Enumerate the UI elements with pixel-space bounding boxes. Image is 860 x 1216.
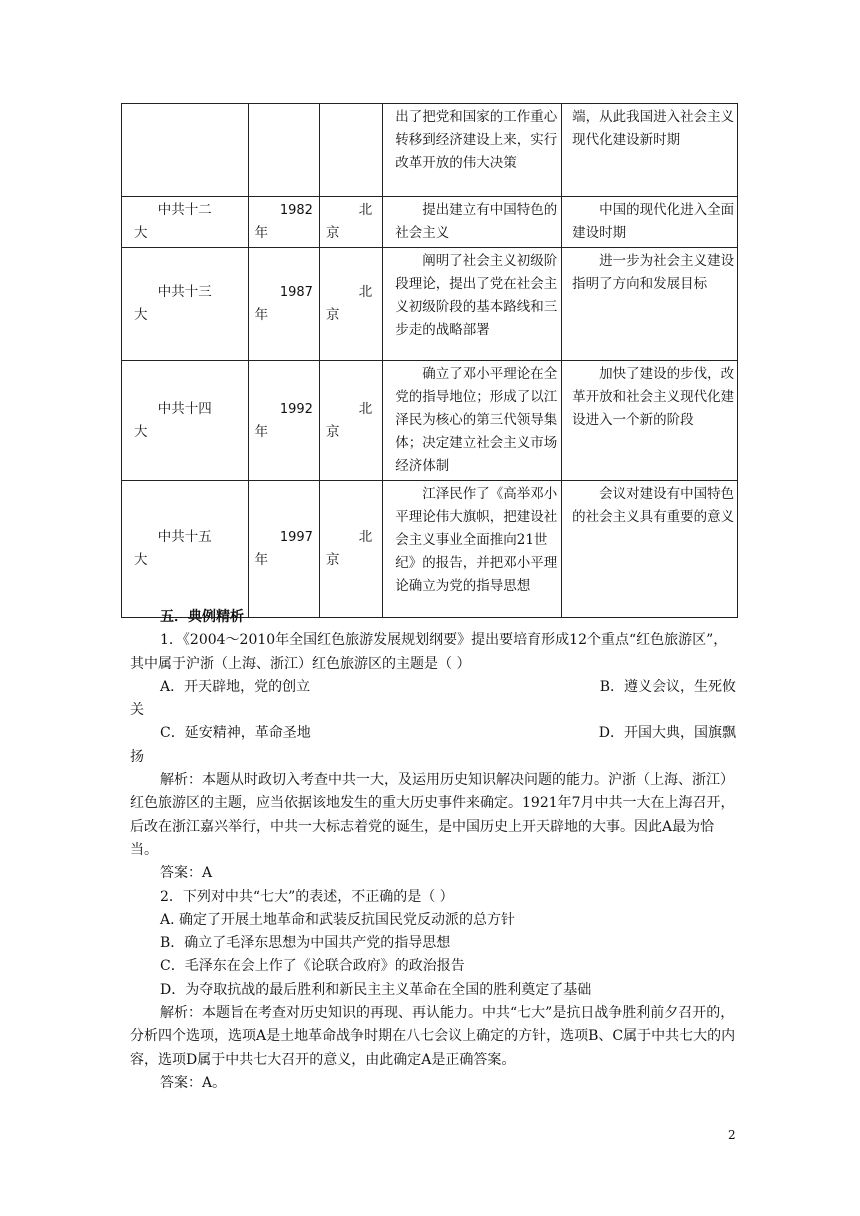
body-text (130, 606, 736, 1095)
content-cell: 出了把党和国家的工作重心转移到经济建设上来，实行改革开放的伟大决策 (383, 104, 562, 197)
congress-name-cell (122, 104, 249, 197)
option-c: C．毛泽东在会上作了《论联合政府》的政治报告 (160, 958, 465, 975)
section-title: 五．典例精析 (160, 609, 244, 625)
place-cell: 北 京 (319, 197, 382, 248)
question-2-stem: 2．下列对中共“七大”的表述，不正确的是（ ） (160, 888, 454, 905)
congress-name-cell: 中共十二 大 (122, 197, 249, 248)
option-d: D．开国大典，国旗飘 (598, 725, 736, 742)
option-b: B．确立了毛泽东思想为中国共产党的指导思想 (160, 935, 451, 952)
option-b: B．遵义会议，生死攸 (599, 678, 736, 695)
option-b-wrap: 关 (130, 702, 144, 719)
meaning-cell: 进一步为社会主义建设指明了方向和发展目标 (562, 248, 738, 361)
year-cell: 1982 年 (248, 197, 319, 248)
year-cell: 1987 年 (248, 248, 319, 361)
meaning-cell: 加快了建设的步伐，改革开放和社会主义现代化建设进入一个新的阶段 (562, 361, 738, 481)
meaning-cell: 会议对建设有中国特色的社会主义具有重要的意义 (562, 481, 738, 618)
option-c: C．延安精神，革命圣地 (160, 725, 311, 742)
question-2-answer: 答案：A。 (160, 1074, 227, 1091)
table-row (122, 481, 738, 618)
question-2-analysis: 解析：本题旨在考查对历史知识的再现、再认能力。中共“七大”是抗日战争胜利前夕召开的，分析四个选项，选项A是土地革命战争时期在八七会议上确定的方针，选项B、C属于中共七大的内容，选项D属于中共七大召开的意义，由此确定A是正确答案。 (130, 1005, 736, 1068)
place-cell: 北 京 (319, 481, 382, 618)
place-cell: 北 京 (319, 361, 382, 481)
question-1-answer: 答案：A (160, 865, 213, 882)
table-row (122, 248, 738, 361)
congress-name-cell: 中共十四 大 (122, 361, 249, 481)
question-1-analysis: 解析：本题从时政切入考查中共一大，及运用历史知识解决问题的能力。沪浙（上海、浙江）红色旅游区的主题，应当依据该地发生的重大历史事件来确定。1921年7月中共一大在上海召开，后改在浙江嘉兴举行，中共一大标志着党的诞生，是中国历史上开天辟地的大事。因此A最为恰当。 (130, 772, 735, 858)
party-congress-table (121, 103, 738, 618)
question-1-options-ab (130, 676, 736, 699)
option-d: D．为夺取抗战的最后胜利和新民主主义革命在全国的胜利奠定了基础 (160, 981, 592, 998)
content-cell: 江泽民作了《高举邓小平理论伟大旗帜，把建设社会主义事业全面推向21世纪》的报告，并把邓小平理论确立为党的指导思想 (383, 481, 562, 618)
congress-name-cell: 中共十三 大 (122, 248, 249, 361)
content-cell: 阐明了社会主义初级阶段理论，提出了党在社会主义初级阶段的基本路线和三步走的战略部署 (383, 248, 562, 361)
place-cell (319, 104, 382, 197)
congress-name-cell: 中共十五 大 (122, 481, 249, 618)
table-row (122, 104, 738, 197)
question-1-options-cd (130, 722, 736, 745)
question-1-stem: 1．《2004～2010年全国红色旅游发展规划纲要》提出要培育形成12个重点“红色旅游区”，其中属于沪浙（上海、浙江）红色旅游区的主题是（ ） (130, 632, 728, 672)
meaning-cell: 端，从此我国进入社会主义现代化建设新时期 (562, 104, 738, 197)
content-cell: 确立了邓小平理论在全党的指导地位；形成了以江泽民为核心的第三代领导集体；决定建立社会主义市场经济体制 (383, 361, 562, 481)
table-row (122, 361, 738, 481)
option-d-wrap: 扬 (130, 748, 144, 765)
place-cell: 北 京 (319, 248, 382, 361)
option-a: A．开天辟地，党的创立 (160, 678, 311, 695)
page-number: 2 (728, 1128, 736, 1142)
content-cell: 提出建立有中国特色的社会主义 (383, 197, 562, 248)
year-cell: 1997 年 (248, 481, 319, 618)
year-cell: 1992 年 (248, 361, 319, 481)
table-row (122, 197, 738, 248)
year-cell (248, 104, 319, 197)
option-a: A. 确定了开展土地革命和武装反抗国民党反动派的总方针 (160, 911, 516, 928)
meaning-cell: 中国的现代化进入全面建设时期 (562, 197, 738, 248)
